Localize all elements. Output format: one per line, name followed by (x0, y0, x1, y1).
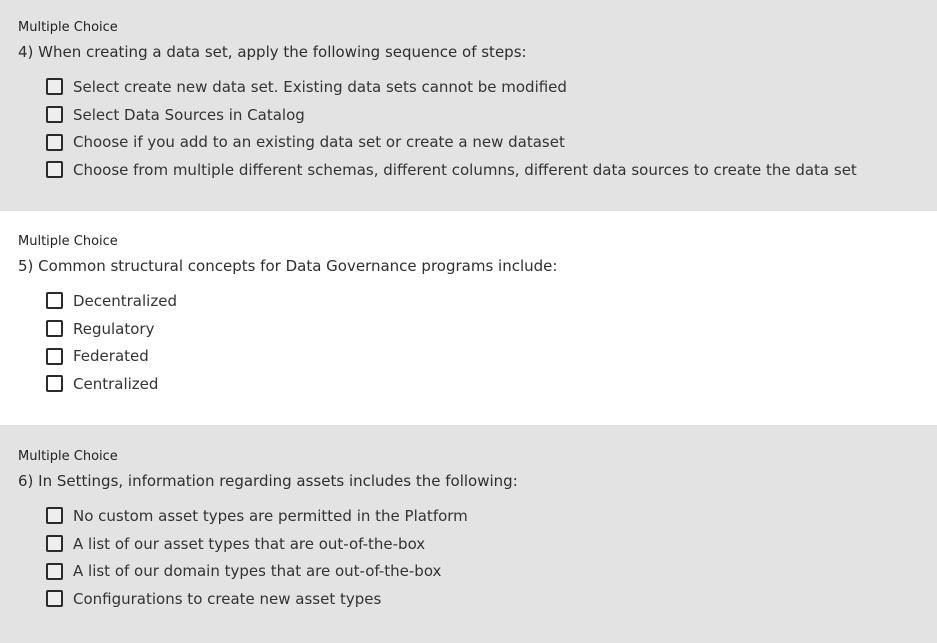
checkbox[interactable] (46, 348, 63, 365)
checkbox[interactable] (46, 134, 63, 151)
checkbox[interactable] (46, 161, 63, 178)
answer-option[interactable] (46, 370, 937, 398)
checkbox[interactable] (46, 375, 63, 392)
question-type-label: Multiple Choice (18, 20, 118, 35)
answer-option-label: Centralized (73, 374, 159, 393)
answer-options (18, 287, 937, 398)
question-5 (0, 211, 937, 425)
answer-option-label: Configurations to create new asset types (73, 589, 382, 608)
answer-option-label: Choose if you add to an existing data set or create a new dataset (73, 133, 565, 152)
checkbox[interactable] (46, 563, 63, 580)
checkbox[interactable] (46, 320, 63, 337)
question-type-label: Multiple Choice (18, 234, 118, 249)
question-text: 5) Common structural concepts for Data Governance programs include: (18, 257, 558, 275)
answer-option[interactable] (46, 557, 937, 585)
answer-options (18, 73, 937, 184)
answer-option[interactable] (46, 73, 937, 101)
answer-option-label: Select create new data set. Existing data sets cannot be modified (73, 77, 567, 96)
question-4 (0, 0, 937, 211)
question-text: 6) In Settings, information regarding assets includes the following: (18, 472, 518, 490)
question-type-label: Multiple Choice (18, 449, 118, 464)
checkbox[interactable] (46, 590, 63, 607)
answer-option[interactable] (46, 585, 937, 613)
answer-options (18, 502, 937, 613)
answer-option[interactable] (46, 101, 937, 129)
checkbox[interactable] (46, 292, 63, 309)
checkbox[interactable] (46, 507, 63, 524)
answer-option[interactable] (46, 287, 937, 315)
answer-option-label: A list of our domain types that are out-of-the-box (73, 562, 442, 581)
answer-option-label: No custom asset types are permitted in the Platform (73, 506, 468, 525)
answer-option-label: Regulatory (73, 319, 155, 338)
answer-option-label: Select Data Sources in Catalog (73, 105, 305, 124)
answer-option-label: A list of our asset types that are out-of-the-box (73, 534, 426, 553)
answer-option[interactable] (46, 342, 937, 370)
answer-option[interactable] (46, 156, 937, 184)
answer-option-label: Choose from multiple different schemas, different columns, different data sources to create the data set (73, 160, 857, 179)
checkbox[interactable] (46, 535, 63, 552)
question-6 (0, 425, 937, 643)
answer-option-label: Decentralized (73, 291, 177, 310)
checkbox[interactable] (46, 106, 63, 123)
answer-option-label: Federated (73, 347, 149, 366)
answer-option[interactable] (46, 502, 937, 530)
answer-option[interactable] (46, 315, 937, 343)
checkbox[interactable] (46, 78, 63, 95)
answer-option[interactable] (46, 128, 937, 156)
answer-option[interactable] (46, 530, 937, 558)
question-text: 4) When creating a data set, apply the following sequence of steps: (18, 43, 527, 61)
